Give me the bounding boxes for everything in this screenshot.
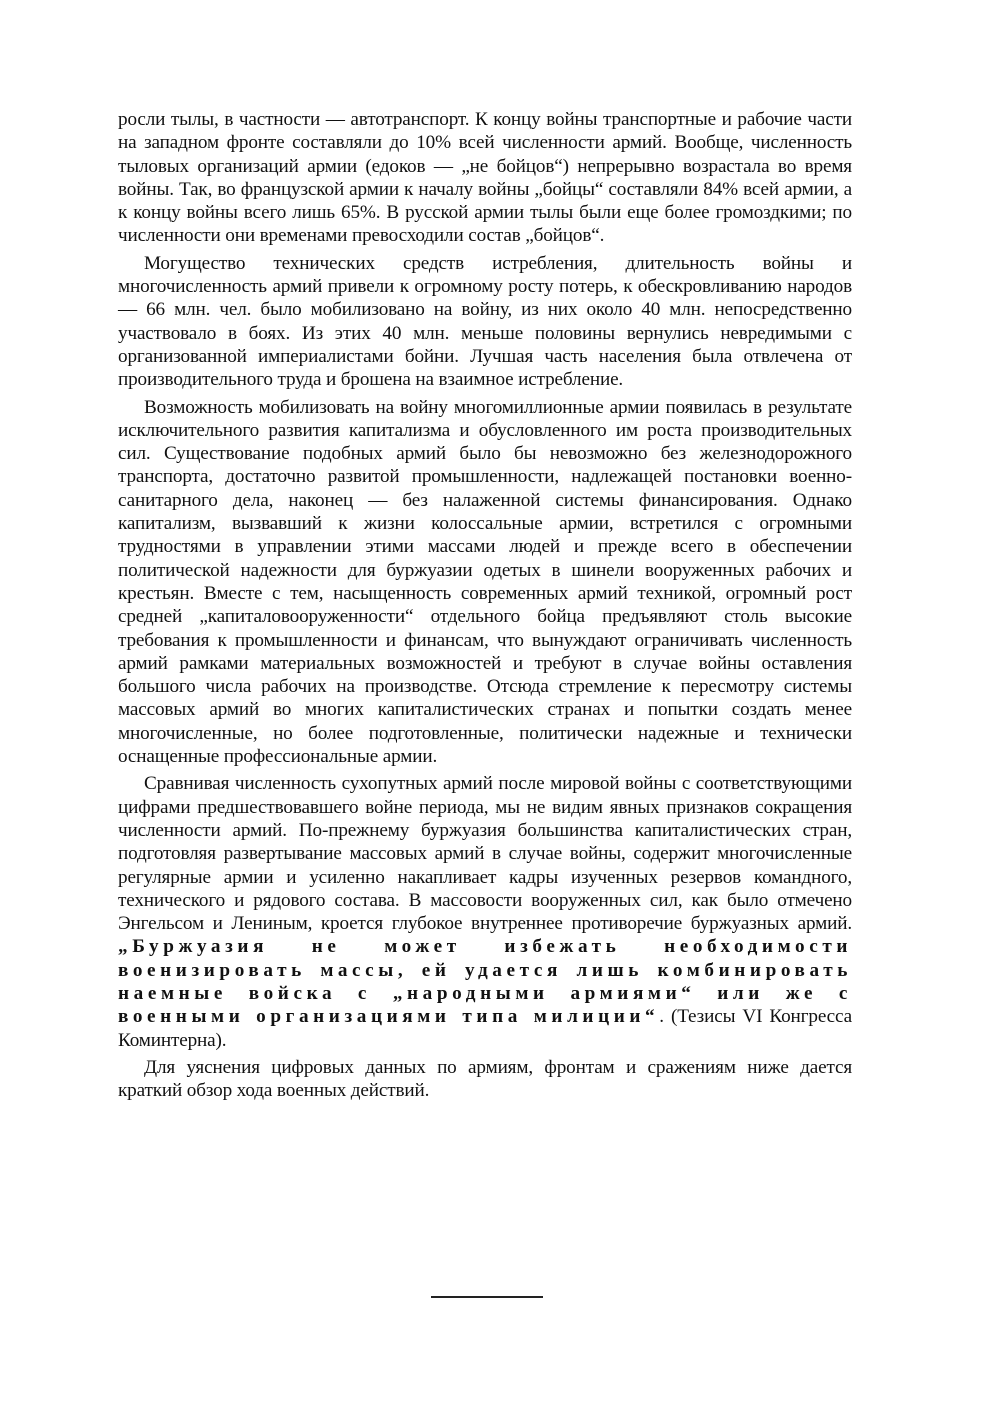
paragraph-5: Для уяснения цифровых данных по армиям, фронтам и сражениям ниже дается краткий обзор хода военных действий. [118,1056,852,1102]
paragraph-4-text: Сравнивая численность сухопутных армий после мировой войны с соответствующими цифрами предшествовавшего войне периода, мы не видим явных признаков сокращения численности армий. По-прежнему буржуазия большинства капиталистических стран, подготовляя развертывание массовых армий в случае войны, содержит многочисленные регулярные армии и усиленно накапливает кадры изученных резервов командного, технического и рядового состава. В массовости вооруженных сил, как было отмечено Энгельсом и Лениным, кроется глубокое внутреннее противоречие буржуазных армий. [118,773,852,935]
page-text [118,108,852,1102]
section-end-rule [431,1296,543,1298]
paragraph-2: Могущество технических средств истребления, длительность войны и многочисленность армий привели к огромному росту потерь, к обескровливанию народов — 66 млн. чел. было мобилизовано на войну, из них около 40 млн. непосредственно участвовало в боях. Из этих 40 млн. меньше половины вернулись невредимыми с организованной империалистами бойни. Лучшая часть населения была отвлечена от производительного труда и брошена на взаимное истребление. [118,252,852,391]
paragraph-1: росли тылы, в частности — автотранспорт. К концу войны транспортные и рабочие части на западном фронте составляли до 10% всей численности армий. Вообще, численность тыловых организаций армии (едоков — „не бойцов“) непрерывно возрастала во время войны. Так, во французской армии к началу войны „бойцы“ составляли 84% всей армии, а к концу войны всего лишь 65%. В русской армии тылы были еще более громоздкими; по численности они временами превосходили состав „бойцов“. [118,109,852,247]
quote-source: . (Тезисы VI Конгресса Коминтерна). [118,1006,852,1051]
comintern-quote: „Буржуазия не может избежать необходимости военизировать массы, ей удается лишь комбинировать наемные войска с „народными армиями“ или же с военными организациями типа милиции“ [118,936,852,1028]
paragraph-4 [118,772,852,1052]
paragraph-3: Возможность мобилизовать на войну многомиллионные армии появилась в результате исключительного развития капитализма и обусловленного им роста производительных сил. Существование подобных армий было бы невозможно без железнодорожного транспорта, достаточно развитой промышленности, надлежащей постановки военно-санитарного дела, наконец — без налаженной системы финансирования. Однако капитализм, вызвавший к жизни колоссальные армии, встретился с огромными трудностями в управлении этими массами людей и прежде всего в обеспечении политической надежности для буржуазии одетых в шинели вооруженных рабочих и крестьян. Вместе с тем, насыщенность современных армий техникой, огромный рост средней „капиталовооруженности“ отдельного бойца предъявляют столь высокие требования к промышленности и финансам, что вынуждают ограничивать численность армий рамками материальных возможностей и требуют в случае войны оставления большого числа рабочих на производстве. Отсюда стремление к пересмотру системы массовых армий во многих капиталистических странах и попытки создать менее многочисленные, но более подготовленные, политически надежные и технически оснащенные профессиональные армии. [118,396,852,768]
